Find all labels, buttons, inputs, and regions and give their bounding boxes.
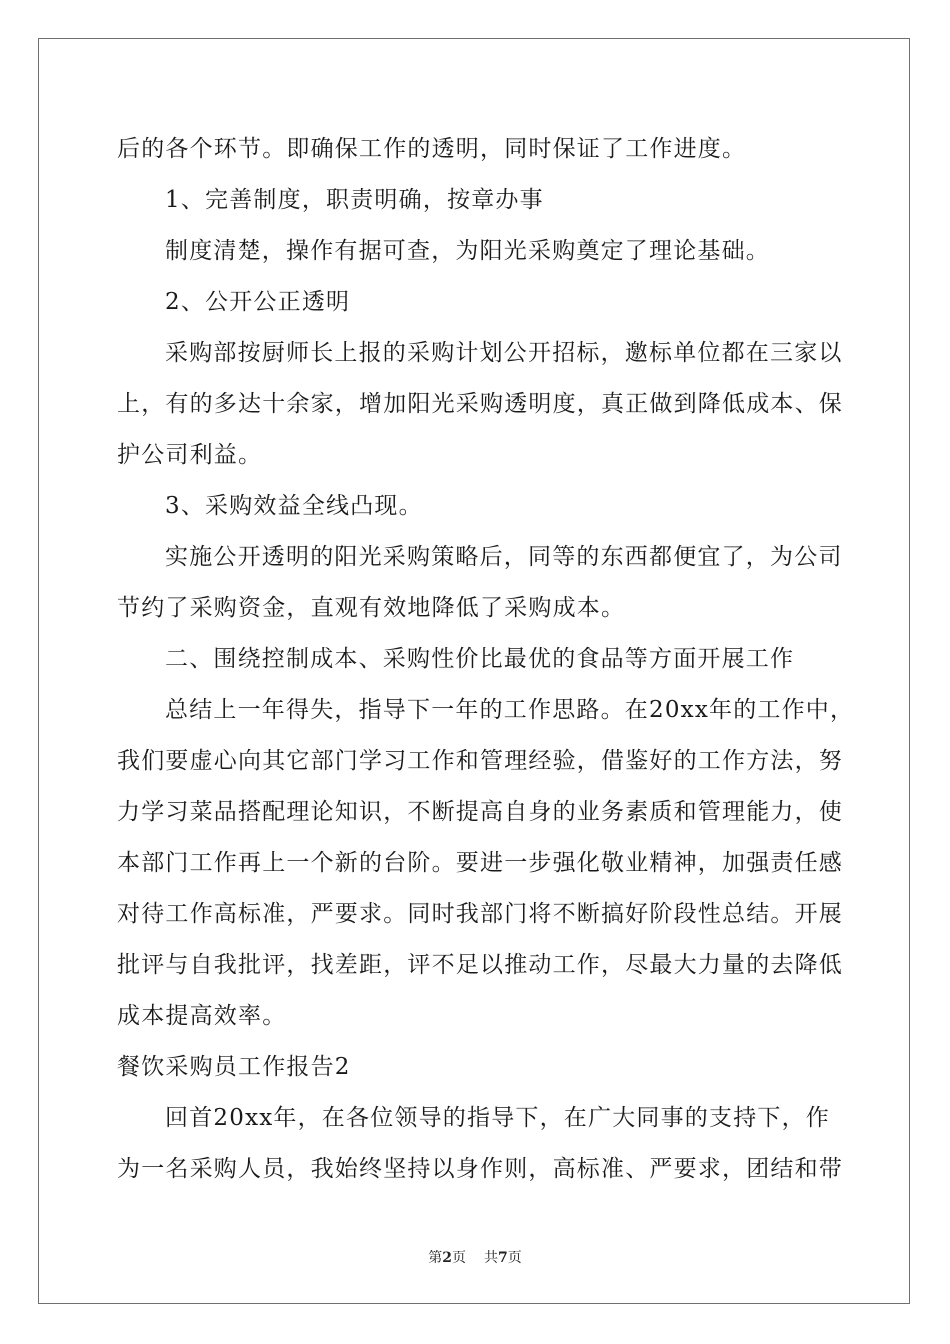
text-line-3: 制度清楚，操作有据可查，为阳光采购奠定了理论基础。: [165, 238, 770, 264]
text-line-15: 本部门工作再上一个新的台阶。要进一步强化敬业精神，加强责任感: [117, 850, 843, 876]
text-line-10: 节约了采购资金，直观有效地降低了采购成本。: [117, 595, 626, 621]
text-line-5: 采购部按厨师长上报的采购计划公开招标，邀标单位都在三家以: [165, 340, 843, 366]
text-line-18: 成本提高效率。: [117, 1003, 287, 1029]
text-line-12: 总结上一年得失，指导下一年的工作思路。在20xx年的工作中，: [165, 697, 855, 723]
total-prefix: 共: [484, 1250, 498, 1266]
text-line-21: 为一名采购人员，我始终坚持以身作则，高标准、严要求，团结和带: [117, 1156, 843, 1182]
total-pages: 7: [498, 1250, 508, 1266]
page-prefix: 第: [428, 1250, 443, 1266]
text-line-7: 护公司利益。: [117, 442, 263, 468]
total-suffix: 页: [507, 1250, 522, 1266]
page-number: 2: [442, 1250, 452, 1266]
text-line-11: 二、围绕控制成本、采购性价比最优的食品等方面开展工作: [165, 646, 795, 672]
text-line-16: 对待工作高标准，严要求。同时我部门将不断搞好阶段性总结。开展: [117, 901, 843, 927]
text-line-20: 回首20xx年，在各位领导的指导下，在广大同事的支持下，作: [165, 1105, 831, 1131]
document-body: [117, 124, 855, 1195]
text-line-4: 2、公开公正透明: [165, 289, 351, 315]
page-suffix: 页: [452, 1250, 466, 1266]
text-line-6: 上，有的多达十余家，增加阳光采购透明度，真正做到降低成本、保: [117, 391, 843, 417]
text-line-2: 1、完善制度，职责明确，按章办事: [165, 187, 544, 213]
section-heading: 餐饮采购员工作报告2: [117, 1054, 351, 1080]
text-line-17: 批评与自我批评，找差距，评不足以推动工作，尽最大力量的去降低: [117, 952, 843, 978]
text-line-14: 力学习菜品搭配理论知识，不断提高自身的业务素质和管理能力，使: [117, 799, 843, 825]
text-line-8: 3、采购效益全线凸现。: [165, 493, 423, 519]
text-line-1: 后的各个环节。即确保工作的透明，同时保证了工作进度。: [117, 136, 747, 162]
page-footer: [0, 1247, 950, 1267]
text-line-9: 实施公开透明的阳光采购策略后，同等的东西都便宜了，为公司: [165, 544, 843, 570]
text-line-13: 我们要虚心向其它部门学习工作和管理经验，借鉴好的工作方法，努: [117, 748, 843, 774]
